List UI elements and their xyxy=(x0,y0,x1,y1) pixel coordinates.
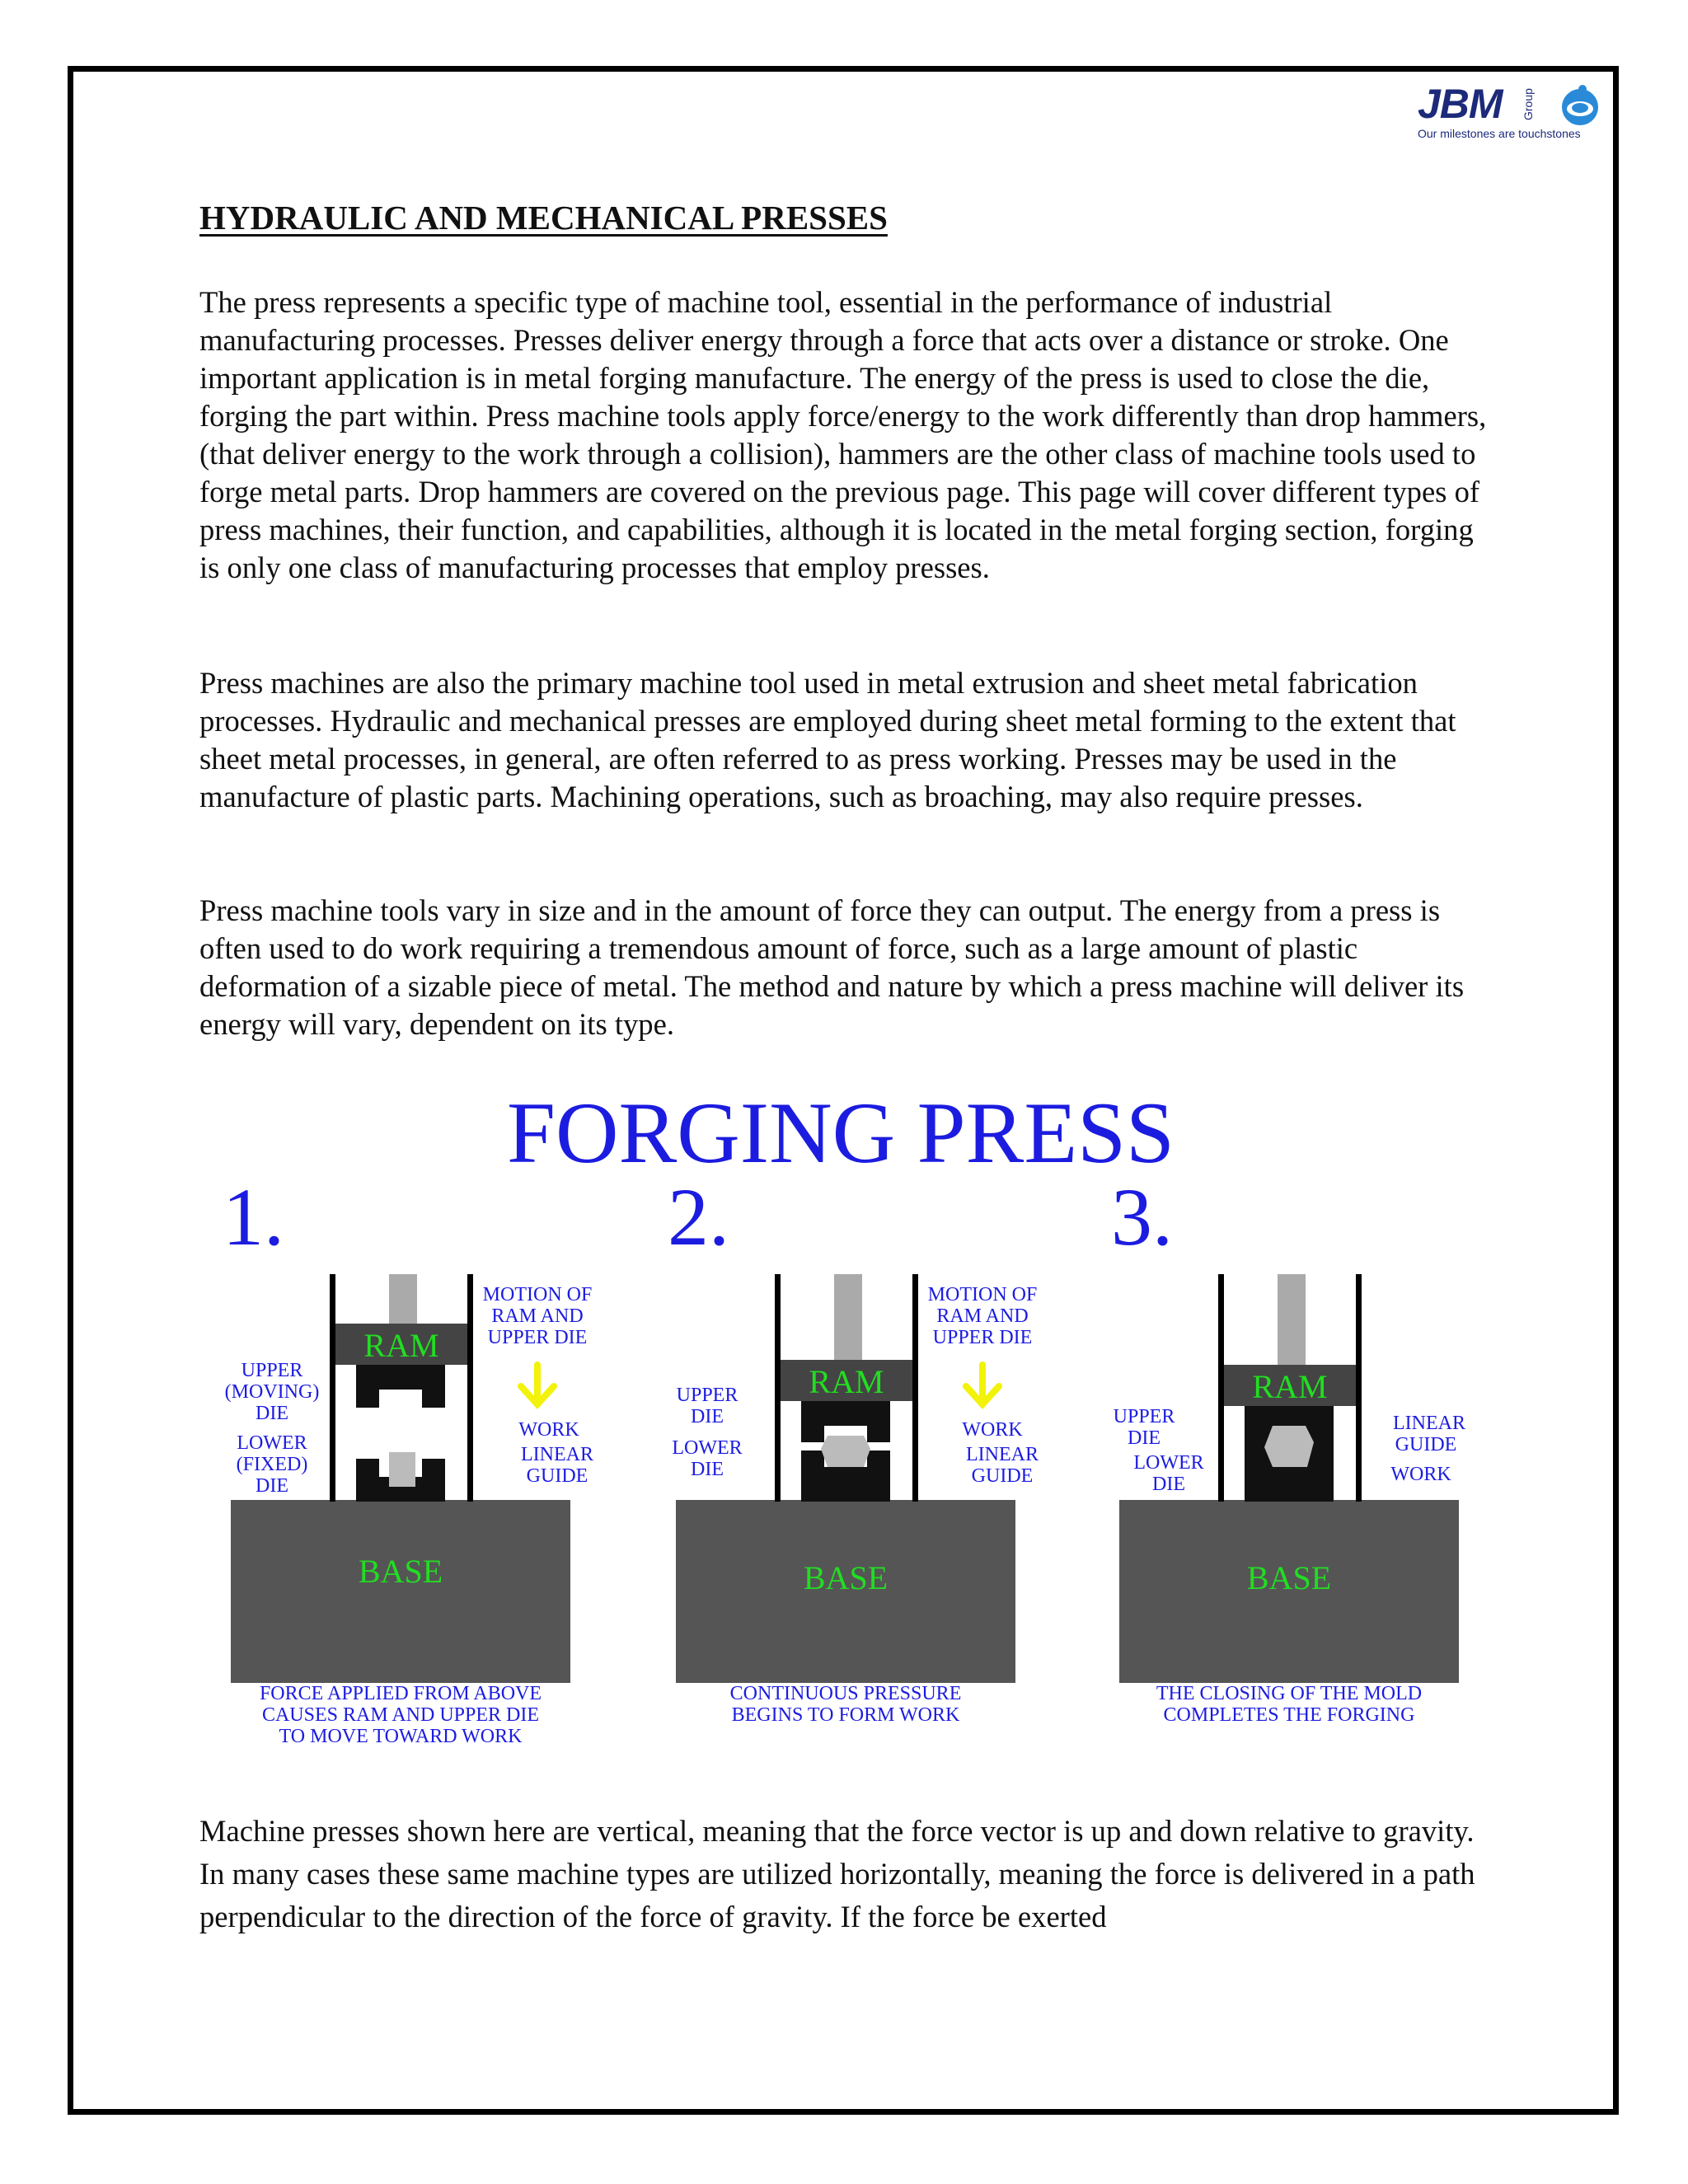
panel-2-number: 2. xyxy=(668,1171,729,1263)
panel-2-base-label: BASE xyxy=(803,1559,889,1596)
panel-1-ram-label: RAM xyxy=(363,1327,439,1364)
panel-3-ram-label: RAM xyxy=(1252,1368,1328,1405)
paragraph-press-machines: Press machines are also the primary machine tool used in metal extrusion and sheet metal fabrication processes. Hydraulic and mechanical presses are employed during sheet metal forming to the extent that sheet metal processes, in general, are often referred to as press working. Presses may be used in the manufacture of plastic parts. Machining operations, such as broaching, may also require presses. xyxy=(199,666,1456,813)
panel-3-work xyxy=(1264,1426,1314,1467)
panel-1-left-1: UPPER xyxy=(241,1360,303,1381)
panel-2-guide-left xyxy=(775,1274,781,1502)
panel-1-motion-1: MOTION OF xyxy=(482,1284,593,1305)
company-logo xyxy=(1418,79,1607,145)
panel-2-right-3: GUIDE xyxy=(971,1465,1034,1487)
panel-3-left-2: DIE xyxy=(1128,1427,1160,1449)
panel-1-guide-right xyxy=(467,1274,473,1502)
logo-swirl-icon xyxy=(1558,82,1602,127)
panel-1-number: 1. xyxy=(223,1171,284,1263)
panel-2-left-4: DIE xyxy=(691,1459,724,1480)
page-title: HYDRAULIC AND MECHANICAL PRESSES xyxy=(199,199,888,237)
panel-1-motion-2: RAM AND xyxy=(491,1305,584,1327)
panel-3-ram-rod xyxy=(1278,1274,1306,1365)
panel-1-caption-2: CAUSES RAM AND UPPER DIE xyxy=(261,1704,540,1726)
panel-2-right-1: WORK xyxy=(962,1419,1023,1441)
panel-2-ram-rod xyxy=(834,1274,862,1360)
panel-2-guide-right xyxy=(912,1274,918,1502)
panel-2 xyxy=(668,1171,1039,1726)
panel-3-right-1: LINEAR xyxy=(1393,1413,1465,1434)
panel-1-ram-rod xyxy=(389,1274,417,1324)
panel-3-caption-2: COMPLETES THE FORGING xyxy=(1163,1704,1415,1726)
panel-2-work xyxy=(821,1436,870,1467)
panel-1-left-3: DIE xyxy=(256,1403,288,1424)
panel-3-caption-1: THE CLOSING OF THE MOLD xyxy=(1156,1683,1423,1704)
panel-3-left-3: LOWER xyxy=(1133,1452,1204,1474)
panel-2-arrow xyxy=(966,1365,999,1404)
panel-1-work xyxy=(389,1452,415,1487)
paragraph-intro: The press represents a specific type of machine tool, essential in the performance of industrial manufacturing processes. Presses deliver energy through a force that acts over a distance or stroke. One important application is in metal forging manufacture. The energy of the press is used to close the die, forging the part within. Press machine tools apply force/energy to the work differently than drop hammers, (that deliver energy to the work through a collision), hammers are the other class of machine tools used to forge metal parts. Drop hammers are covered on the previous page. This page will cover different types of press machines, their function, and capabilities, although it is located in the metal forging section, forging is only one class of manufacturing processes that employ presses. xyxy=(199,285,1487,584)
panel-2-right-2: LINEAR xyxy=(966,1444,1039,1465)
panel-1-motion-3: UPPER DIE xyxy=(487,1327,588,1348)
panel-3-right-3: WORK xyxy=(1390,1464,1451,1485)
panel-2-caption-1: CONTINUOUS PRESSURE xyxy=(729,1683,962,1704)
panel-3-guide-right xyxy=(1356,1274,1362,1502)
panel-1-left-6: DIE xyxy=(256,1475,288,1497)
panel-2-motion-1: MOTION OF xyxy=(927,1284,1038,1305)
panel-3-number: 3. xyxy=(1111,1171,1173,1263)
panel-2-motion-3: UPPER DIE xyxy=(932,1327,1033,1348)
panel-2-left-1: UPPER xyxy=(676,1385,738,1406)
panel-1-arrow xyxy=(521,1365,554,1404)
paragraph-vertical-presses: Machine presses shown here are vertical, meaning that the force vector is up and down relative to gravity. In many cases these same machine types are utilized horizontally, meaning the force is delivered in a path perpendicular to the direction of the force of gravity. If the force be exerted xyxy=(199,1814,1475,1933)
panel-1-right-1: WORK xyxy=(518,1419,579,1441)
logo-group-label: Group xyxy=(1522,88,1535,120)
panel-1 xyxy=(223,1171,593,1747)
panel-1-left-5: (FIXED) xyxy=(236,1454,308,1475)
panel-3-right-2: GUIDE xyxy=(1395,1434,1457,1455)
paragraph-press-tools: Press machine tools vary in size and in the amount of force they can output. The energy from a press is often used to do work requiring a tremendous amount of force, such as a large amount of plastic deformation of a sizable piece of metal. The method and nature by which a press machine will deliver its energy will vary, dependent on its type. xyxy=(199,893,1465,1041)
panel-1-left-4: LOWER xyxy=(237,1432,307,1454)
panel-2-caption-2: BEGINS TO FORM WORK xyxy=(731,1704,960,1726)
panel-3-left-4: DIE xyxy=(1152,1474,1185,1495)
panel-1-caption-1: FORCE APPLIED FROM ABOVE xyxy=(259,1683,542,1704)
panel-2-motion-2: RAM AND xyxy=(936,1305,1029,1327)
panel-1-upper-die xyxy=(356,1365,445,1408)
panel-2-left-3: LOWER xyxy=(672,1437,743,1459)
logo-brand: JBM xyxy=(1418,81,1503,127)
panel-3-guide-left xyxy=(1218,1274,1224,1502)
panel-1-caption-3: TO MOVE TOWARD WORK xyxy=(279,1726,523,1747)
panel-1-right-3: GUIDE xyxy=(526,1465,588,1487)
forging-press-diagram xyxy=(198,1080,1484,1755)
panel-1-base-label: BASE xyxy=(358,1553,443,1590)
panel-3 xyxy=(1111,1171,1465,1726)
panel-1-left-2: (MOVING) xyxy=(224,1381,320,1403)
panel-1-guide-left xyxy=(330,1274,335,1502)
panel-2-left-2: DIE xyxy=(691,1406,724,1427)
panel-1-right-2: LINEAR xyxy=(521,1444,593,1465)
figure-title: FORGING PRESS xyxy=(507,1085,1175,1181)
panel-3-left-1: UPPER xyxy=(1113,1406,1175,1427)
panel-1-base xyxy=(231,1500,570,1683)
forging-press-figure xyxy=(198,1080,1484,1755)
logo-tagline: Our milestones are touchstones xyxy=(1418,127,1581,140)
panel-2-ram-label: RAM xyxy=(809,1363,884,1400)
panel-3-base-label: BASE xyxy=(1246,1559,1332,1596)
